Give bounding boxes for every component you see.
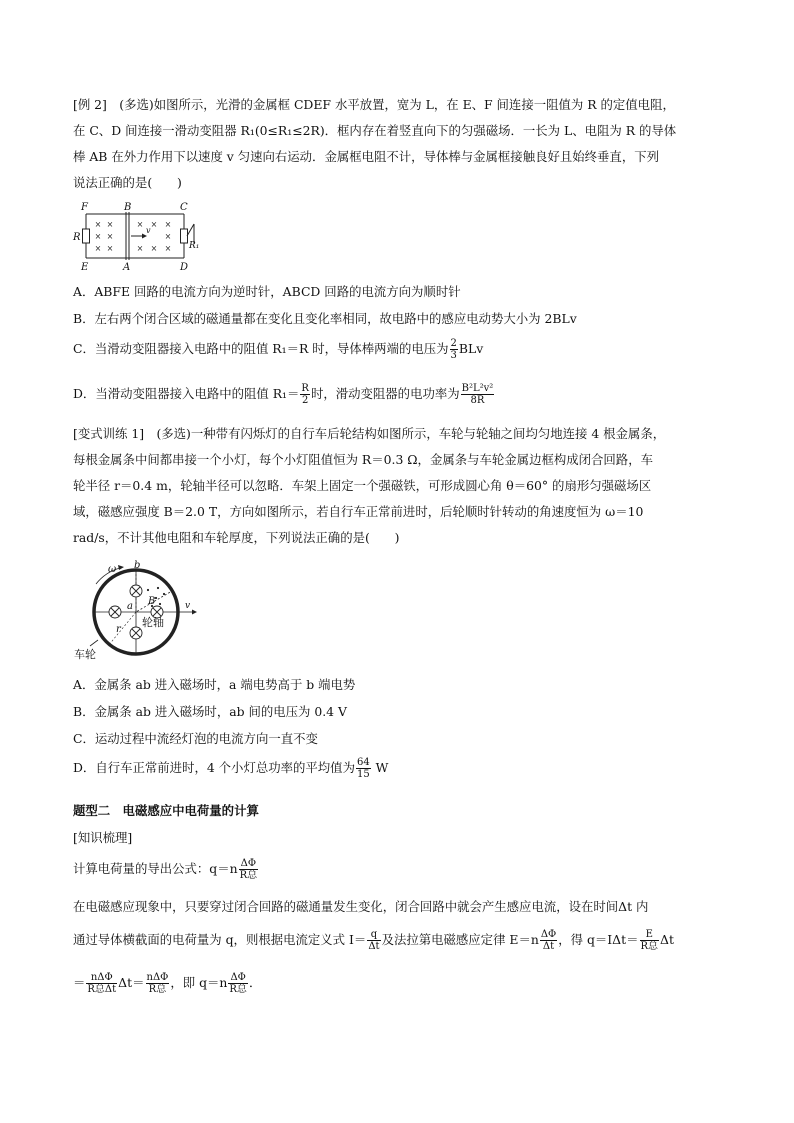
training1-option-b: B．金属条 ab 进入磁场时，ab 间的电压为 0.4 V bbox=[73, 704, 347, 719]
field-cross: × bbox=[150, 244, 158, 253]
label-E: E bbox=[81, 262, 89, 273]
knowledge-tag: [知识梳理] bbox=[73, 830, 133, 845]
training1-line3: 轮半径 r＝0.4 m，轮轴半径可以忽略．车架上固定一个强磁铁，可形成圆心角 θ＝60° 的扇形匀强磁场区 bbox=[73, 478, 652, 493]
derivation-line2: 通过导体横截面的电荷量为 q，则根据电流定义式 I＝ $\frac{q}{\Delta t}$ 及法拉第电磁感应定律 E＝n $\frac{\Delta\Phi}{\Delta t}$ ，得 q＝IΔt＝ $\frac{E}{\text{R总}}$ Δt bbox=[73, 929, 674, 952]
example2-line3: 棒 AB 在外力作用下以速度 v 匀速向右运动．金属框电阻不计，导体棒与金属框接触良好且始终垂直，下列 bbox=[73, 149, 659, 164]
training1-line4: 域，磁感应强度 B＝2.0 T，方向如图所示，若自行车正常前进时，后轮顺时针转动的角速度恒为 ω＝10 bbox=[73, 504, 644, 519]
example2-line2: 在 C、D 间连接一滑动变阻器 R₁(0≤R₁≤2R)．框内存在着竖直向下的匀强磁场．一长为 L、电阻为 R 的导体 bbox=[73, 123, 677, 138]
fraction: $\frac{R}{2}$ bbox=[301, 383, 309, 406]
field-cross: × bbox=[164, 244, 172, 253]
fraction: $\frac{q}{\Delta t}$ bbox=[368, 929, 380, 952]
training1-option-d: D．自行车正常前进时，4 个小灯总功率的平均值为 $\frac{64}{15}$ W bbox=[73, 757, 389, 780]
example2-option-c: C．当滑动变阻器接入电路中的阻值 R₁＝R 时，导体棒两端的电压为 $\frac{2}{3}$ BLv bbox=[73, 338, 484, 361]
fraction: $\frac{\text{B²L²v²}}{8R}$ bbox=[461, 383, 494, 406]
fraction: $\frac{\Delta\Phi}{\text{R总}}$ bbox=[229, 972, 247, 995]
training1-option-c: C．运动过程中流经灯泡的电流方向一直不变 bbox=[73, 731, 318, 746]
section-title: 题型二 电磁感应中电荷量的计算 bbox=[73, 803, 259, 818]
circuit-figure bbox=[72, 200, 208, 274]
training1-option-a: A．金属条 ab 进入磁场时，a 端电势高于 b 端电势 bbox=[73, 677, 356, 692]
label-R1: R₁ bbox=[189, 241, 200, 251]
training1-line5: rad/s，不计其他电阻和车轮厚度，下列说法正确的是( ) bbox=[73, 530, 400, 545]
label-R: R bbox=[73, 232, 81, 243]
label-v: v bbox=[146, 226, 151, 235]
label-r: r bbox=[116, 624, 121, 635]
field-cross: × bbox=[106, 232, 114, 241]
field-cross: × bbox=[164, 220, 172, 229]
label-B: B bbox=[148, 596, 156, 607]
field-cross: × bbox=[136, 220, 144, 229]
label-B: B bbox=[124, 202, 132, 213]
fraction: $\frac{\text{nΔΦ}}{\text{R总Δt}}$ bbox=[87, 972, 117, 995]
label-a: a bbox=[127, 601, 133, 612]
field-cross: × bbox=[150, 220, 158, 229]
field-cross: × bbox=[164, 232, 172, 241]
label-A: A bbox=[123, 262, 131, 273]
example2-option-d: D．当滑动变阻器接入电路中的阻值 R₁＝ $\frac{R}{2}$ 时，滑动变阻器的电功率为 $\frac{\text{B²L²v²}}{8R}$ bbox=[73, 383, 494, 406]
fraction: $\frac{\Delta\Phi}{\Delta t}$ bbox=[540, 929, 557, 952]
label-D: D bbox=[180, 262, 189, 273]
wheel-figure bbox=[72, 560, 212, 666]
fraction: $\frac{2}{3}$ bbox=[450, 338, 457, 361]
derivation-line3: ＝ $\frac{\text{nΔΦ}}{\text{R总Δt}}$ Δt＝ $\frac{\text{nΔΦ}}{\text{R总}}$ ，即 q＝n $\frac{\Delta\Phi}{\text{R总}}$ ． bbox=[73, 972, 262, 995]
derivation-line1: 在电磁感应现象中，只要穿过闭合回路的磁通量发生变化，闭合回路中就会产生感应电流，设在时间Δt 内 bbox=[73, 899, 649, 914]
field-cross: × bbox=[106, 220, 114, 229]
example2-option-b: B．左右两个闭合区域的磁通量都在变化且变化率相同，故电路中的感应电动势大小为 2BLv bbox=[73, 311, 577, 326]
label-C: C bbox=[180, 202, 188, 213]
fraction: $\frac{E}{\text{R总}}$ bbox=[640, 929, 659, 952]
label-omega: ω bbox=[108, 564, 117, 575]
fraction: $\frac{64}{15}$ bbox=[356, 757, 370, 780]
training1-line2: 每根金属条中间都串接一个小灯，每个小灯阻值恒为 R＝0.3 Ω，金属条与车轮金属边框构成闭合回路，车 bbox=[73, 452, 653, 467]
field-cross: × bbox=[94, 244, 102, 253]
fraction: $\frac{\Delta\Phi}{\text{R总}}$ bbox=[239, 858, 258, 881]
label-wheel: 车轮 bbox=[74, 648, 96, 661]
label-F: F bbox=[81, 202, 88, 213]
label-axle: 轮轴 bbox=[142, 616, 164, 629]
field-cross: × bbox=[136, 244, 144, 253]
example2-line1: [例 2] (多选)如图所示，光滑的金属框 CDEF 水平放置，宽为 L，在 E、F 间连接一阻值为 R 的定值电阻， bbox=[73, 97, 675, 112]
label-b: b bbox=[134, 560, 141, 571]
training1-line1: [变式训练 1] (多选)一种带有闪烁灯的自行车后轮结构如图所示，车轮与轮轴之间均匀地连接 4 根金属条， bbox=[73, 426, 666, 441]
example2-line4: 说法正确的是( ) bbox=[73, 175, 182, 190]
charge-formula: 计算电荷量的导出公式：q＝n $\frac{\Delta\Phi}{\text{R总}}$ bbox=[73, 858, 258, 881]
fraction: $\frac{\text{nΔΦ}}{\text{R总}}$ bbox=[146, 972, 169, 995]
field-cross: × bbox=[106, 244, 114, 253]
example2-option-a: A．ABFE 回路的电流方向为逆时针，ABCD 回路的电流方向为顺时针 bbox=[73, 284, 461, 299]
label-v: v bbox=[185, 601, 191, 611]
field-cross: × bbox=[94, 232, 102, 241]
field-cross: × bbox=[94, 220, 102, 229]
